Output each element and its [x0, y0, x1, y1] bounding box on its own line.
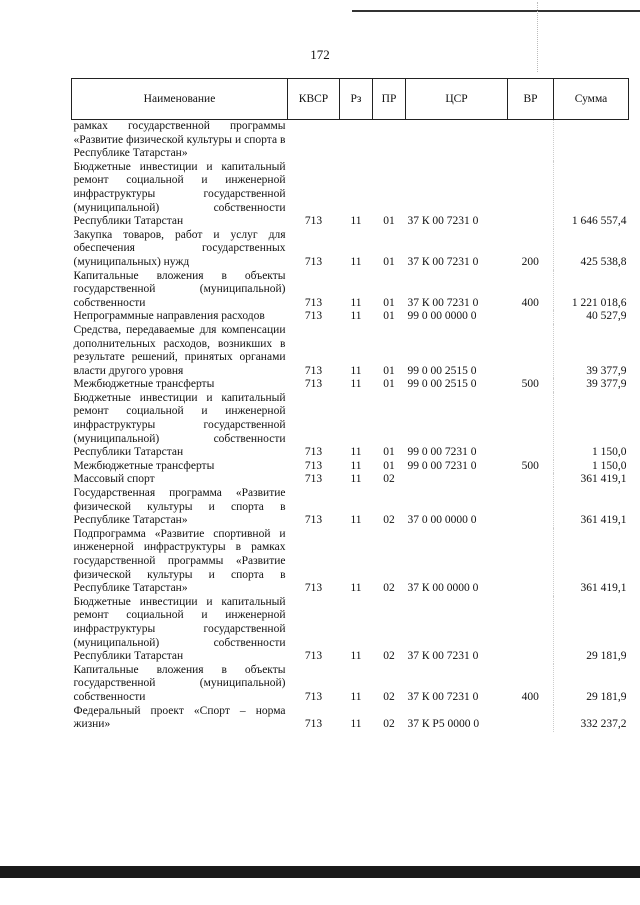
- table-row: [72, 161, 629, 229]
- cell-kvsr: 713: [304, 690, 323, 703]
- cell-sum: 1 221 018,6: [571, 296, 627, 309]
- cell-name: Закупка товаров, работ и услуг для обеспечения государственных (муниципальных) нужд: [73, 228, 286, 268]
- table-row: [72, 378, 629, 392]
- cell-vr: [508, 528, 554, 596]
- cell-sum: [554, 120, 629, 161]
- cell-vr: [508, 310, 554, 324]
- cell-name: Государственная программа «Развитие физической культуры и спорта в Республике Татарстан»: [73, 487, 286, 527]
- cell-rz: 11: [350, 582, 362, 595]
- table-row: [72, 473, 629, 487]
- cell-vr: 500: [508, 378, 554, 392]
- cell-kvsr: 713: [304, 296, 323, 309]
- cell-vr: 400: [508, 270, 554, 311]
- cell-kvsr: 713: [304, 364, 323, 377]
- cell-pr: 01: [383, 446, 395, 459]
- cell-sum: 39 377,9: [586, 378, 627, 391]
- cell-sum: 361 419,1: [580, 582, 627, 595]
- cell-kvsr: 713: [304, 718, 323, 731]
- cell-name: Непрограммные направления расходов: [73, 310, 265, 323]
- cell-vr: [508, 324, 554, 378]
- cell-name: Массовый спорт: [73, 473, 155, 486]
- cell-sum: 1 646 557,4: [571, 215, 627, 228]
- cell-sum: 39 377,9: [586, 364, 627, 377]
- cell-pr: 01: [383, 215, 395, 228]
- table-row: [72, 596, 629, 664]
- cell-sum: 29 181,9: [586, 690, 627, 703]
- cell-csr: [406, 473, 508, 487]
- cell-vr: [508, 120, 554, 161]
- cell-rz: 11: [350, 378, 362, 391]
- cell-rz: 11: [350, 718, 362, 731]
- cell-sum: 361 419,1: [580, 473, 627, 486]
- cell-name: Бюджетные инвестиции и капитальный ремонт социальной и инженерной инфраструктуры государственной (муниципальной) собственности Республики Татарстан: [73, 595, 286, 663]
- cell-csr: 37 К 00 0000 0: [407, 582, 479, 595]
- cell-name: Межбюджетные трансферты: [73, 378, 215, 391]
- table-row: [72, 270, 629, 311]
- header-csr: ЦСР: [406, 79, 508, 120]
- cell-kvsr: 713: [304, 514, 323, 527]
- header-rz: Рз: [340, 79, 373, 120]
- table-row: [72, 324, 629, 378]
- cell-kvsr: 713: [304, 446, 323, 459]
- cell-pr: 01: [383, 296, 395, 309]
- cell-name: Федеральный проект «Спорт – норма жизни»: [73, 704, 286, 731]
- cell-name: Межбюджетные трансферты: [73, 459, 215, 472]
- cell-rz: 11: [350, 650, 362, 663]
- cell-rz: 11: [350, 514, 362, 527]
- cell-pr: 01: [383, 255, 395, 268]
- header-vr: ВР: [508, 79, 554, 120]
- cell-sum: 40 527,9: [586, 310, 627, 323]
- cell-csr: 99 0 00 0000 0: [407, 310, 477, 323]
- cell-rz: 11: [350, 310, 362, 323]
- cell-name: Капитальные вложения в объекты государственной (муниципальной) собственности: [73, 663, 286, 703]
- cell-csr: 99 0 00 2515 0: [407, 378, 477, 391]
- cell-sum: 29 181,9: [586, 650, 627, 663]
- cell-pr: 02: [383, 514, 395, 527]
- cell-pr: 02: [383, 582, 395, 595]
- cell-name: Бюджетные инвестиции и капитальный ремонт социальной и инженерной инфраструктуры государственной (муниципальной) собственности Республики Татарстан: [73, 391, 286, 459]
- cell-kvsr: 713: [304, 459, 323, 472]
- cell-kvsr: [288, 120, 340, 161]
- table-row: [72, 229, 629, 270]
- cell-rz: 11: [350, 296, 362, 309]
- cell-pr: 02: [383, 473, 395, 486]
- cell-vr: [508, 596, 554, 664]
- table-row: [72, 392, 629, 460]
- cell-sum: 361 419,1: [580, 514, 627, 527]
- page-number: 172: [310, 47, 330, 62]
- table-body: [72, 120, 629, 732]
- cell-vr: [508, 473, 554, 487]
- table-row: [72, 487, 629, 528]
- table-row: [72, 460, 629, 474]
- cell-name: Бюджетные инвестиции и капитальный ремонт социальной и инженерной инфраструктуры государственной (муниципальной) собственности Республики Татарстан: [73, 160, 286, 228]
- cell-pr: 01: [383, 378, 395, 391]
- cell-kvsr: 713: [304, 215, 323, 228]
- cell-pr: [373, 120, 406, 161]
- cell-csr: 99 0 00 7231 0: [407, 446, 477, 459]
- cell-kvsr: 713: [304, 378, 323, 391]
- cell-csr: 37 К 00 7231 0: [407, 215, 479, 228]
- cell-rz: 11: [350, 446, 362, 459]
- table-header: [72, 79, 629, 120]
- cell-csr: 99 0 00 2515 0: [407, 364, 477, 377]
- cell-rz: 11: [350, 473, 362, 486]
- cell-pr: 01: [383, 364, 395, 377]
- cell-vr: 200: [508, 229, 554, 270]
- cell-rz: 11: [350, 364, 362, 377]
- cell-kvsr: 713: [304, 582, 323, 595]
- cell-rz: [340, 120, 373, 161]
- cell-vr: [508, 392, 554, 460]
- cell-csr: 37 0 00 0000 0: [407, 514, 477, 527]
- cell-pr: 01: [383, 310, 395, 323]
- cell-kvsr: 713: [304, 255, 323, 268]
- cell-csr: 37 К 00 7231 0: [407, 690, 479, 703]
- cell-name: рамках государственной программы «Развитие физической культуры и спорта в Республике Татарстан»: [73, 120, 286, 160]
- cell-kvsr: 713: [304, 310, 323, 323]
- cell-csr: [406, 120, 508, 161]
- table-row: [72, 528, 629, 596]
- header-kvsr: КВСР: [288, 79, 340, 120]
- cell-pr: 02: [383, 650, 395, 663]
- cell-vr: 400: [508, 664, 554, 705]
- cell-sum: 425 538,8: [580, 255, 627, 268]
- cell-pr: 02: [383, 718, 395, 731]
- cell-csr: 99 0 00 7231 0: [407, 459, 477, 472]
- cell-vr: [508, 487, 554, 528]
- cell-sum: 332 237,2: [580, 718, 627, 731]
- cell-kvsr: 713: [304, 650, 323, 663]
- cell-rz: 11: [350, 690, 362, 703]
- top-rule: [352, 10, 640, 12]
- header-pr: ПР: [373, 79, 406, 120]
- table-row: [72, 120, 629, 161]
- cell-vr: 500: [508, 460, 554, 474]
- cell-csr: 37 К 00 7231 0: [407, 296, 479, 309]
- cell-name: Подпрограмма «Развитие спортивной и инженерной инфраструктуры в рамках государственной программы «Развитие физической культуры и спорта в Республике Татарстан»: [73, 527, 286, 595]
- cell-rz: 11: [350, 459, 362, 472]
- cell-csr: 37 К 00 7231 0: [407, 650, 479, 663]
- cell-name: Средства, передаваемые для компенсации дополнительных расходов, возникших в результате решений, принятых органами власти другого уровня: [73, 323, 286, 377]
- cell-csr: 37 К 00 7231 0: [407, 255, 479, 268]
- cell-rz: 11: [350, 255, 362, 268]
- cell-pr: 02: [383, 690, 395, 703]
- cell-vr: [508, 705, 554, 732]
- table-row: [72, 664, 629, 705]
- cell-sum: 1 150,0: [592, 446, 627, 459]
- header-sum: Сумма: [554, 79, 629, 120]
- cell-pr: 01: [383, 459, 395, 472]
- budget-table: [71, 78, 629, 732]
- header-name: Наименование: [72, 79, 288, 120]
- cell-kvsr: 713: [304, 473, 323, 486]
- table-row: [72, 310, 629, 324]
- cell-name: Капитальные вложения в объекты государственной (муниципальной) собственности: [73, 269, 286, 309]
- cell-rz: 11: [350, 215, 362, 228]
- cell-vr: [508, 161, 554, 229]
- cell-csr: 37 К P5 0000 0: [407, 718, 480, 731]
- cell-sum: 1 150,0: [592, 459, 627, 472]
- table-row: [72, 705, 629, 732]
- bottom-scan-bar: [0, 866, 640, 878]
